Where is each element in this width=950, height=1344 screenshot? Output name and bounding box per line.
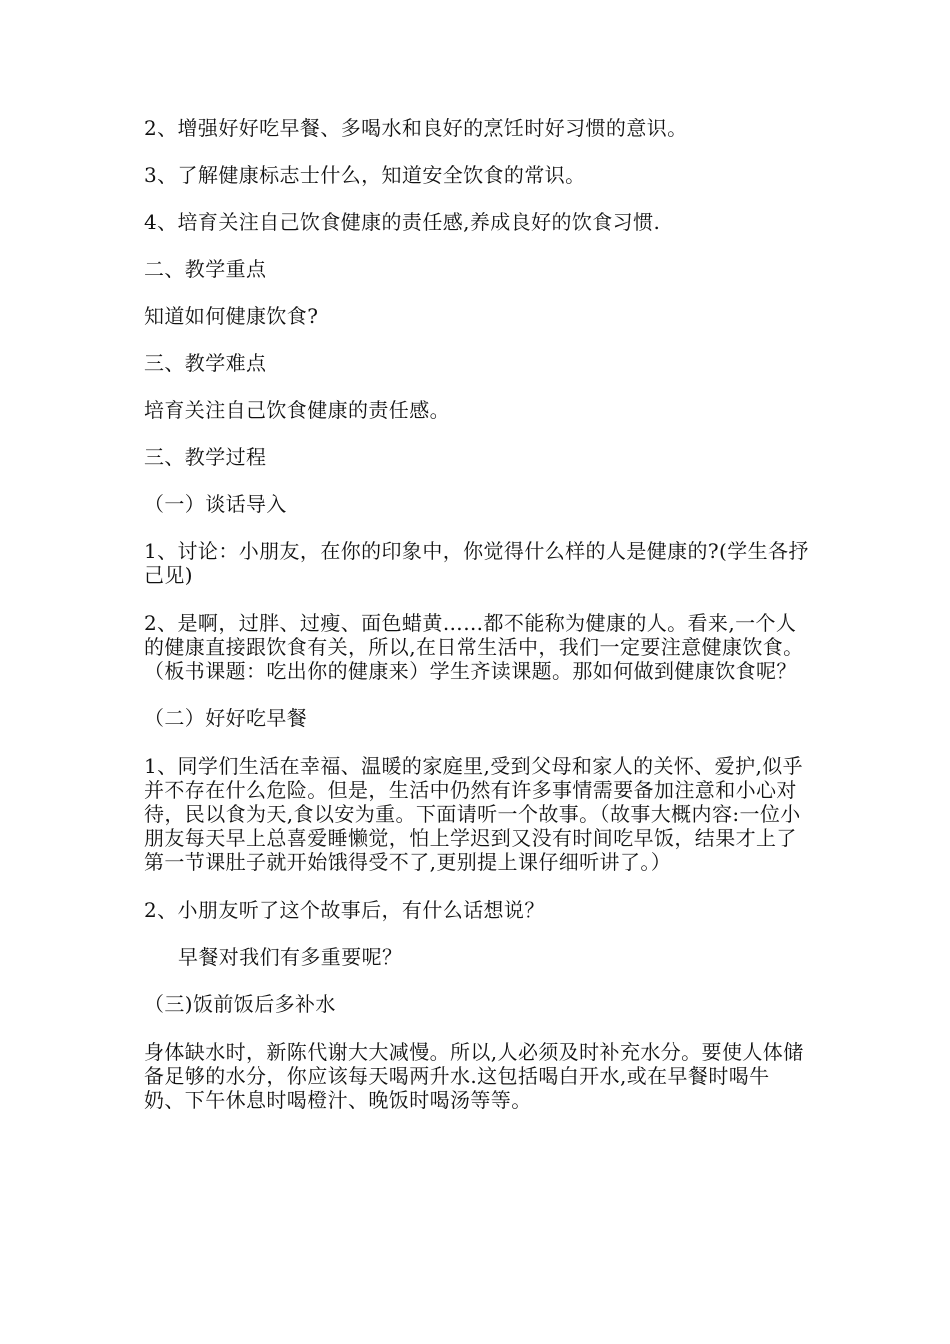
objective-4: 4、培育关注自己饮食健康的责任感,养成良好的饮食习惯. (144, 210, 661, 234)
introduction-item-2: 2、是啊，过胖、过瘦、面色蜡黄……都不能称为健康的人。看来,一个人的健康直接跟饮食有关，所以,在日常生活中，我们一定要注意健康饮食。（板书课题：吃出你的健康来）学生齐读课题。那如何做到健康饮食呢？ (144, 611, 804, 683)
objective-3: 3、了解健康标志士什么，知道安全饮食的常识。 (144, 163, 586, 187)
subheading-breakfast: （二）好好吃早餐 (144, 706, 308, 730)
objective-2: 2、增强好好吃早餐、多喝水和良好的烹饪时好习惯的意识。 (144, 116, 688, 140)
section-heading-process: 三、教学过程 (144, 445, 267, 469)
introduction-item-1: 1、讨论：小朋友，在你的印象中，你觉得什么样的人是健康的?(学生各抒己见) (144, 539, 809, 587)
subheading-introduction: （一）谈话导入 (144, 492, 287, 516)
water-paragraph: 身体缺水时，新陈代谢大大减慢。所以,人必须及时补充水分。要使人体储备足够的水分，你应该每天喝两升水.这包括喝白开水,或在早餐时喝牛奶、下午休息时喝橙汁、晚饭时喝汤等等。 (144, 1040, 804, 1112)
breakfast-question: 早餐对我们有多重要呢？ (178, 945, 403, 969)
section-heading-difficulties: 三、教学难点 (144, 351, 267, 375)
difficulties-text: 培育关注自己饮食健康的责任感。 (144, 398, 450, 422)
breakfast-item-2: 2、小朋友听了这个故事后，有什么话想说？ (144, 898, 545, 922)
section-heading-key-points: 二、教学重点 (144, 257, 267, 281)
breakfast-item-1: 1、同学们生活在幸福、温暖的家庭里,受到父母和家人的关怀、爱护,似乎并不存在什么危险。但是，生活中仍然有许多事情需要备加注意和小心对待，民以食为天,食以安为重。下面请听一个故事。（故事大概内容:一位小朋友每天早上总喜爱睡懒觉，怕上学迟到又没有时间吃早饭，结果才上了第一节课肚子就开始饿得受不了,更别提上课仔细听讲了。） (144, 754, 804, 874)
subheading-water: （三)饭前饭后多补水 (144, 992, 336, 1016)
key-points-text: 知道如何健康饮食? (144, 304, 319, 328)
document-body (144, 116, 809, 1112)
